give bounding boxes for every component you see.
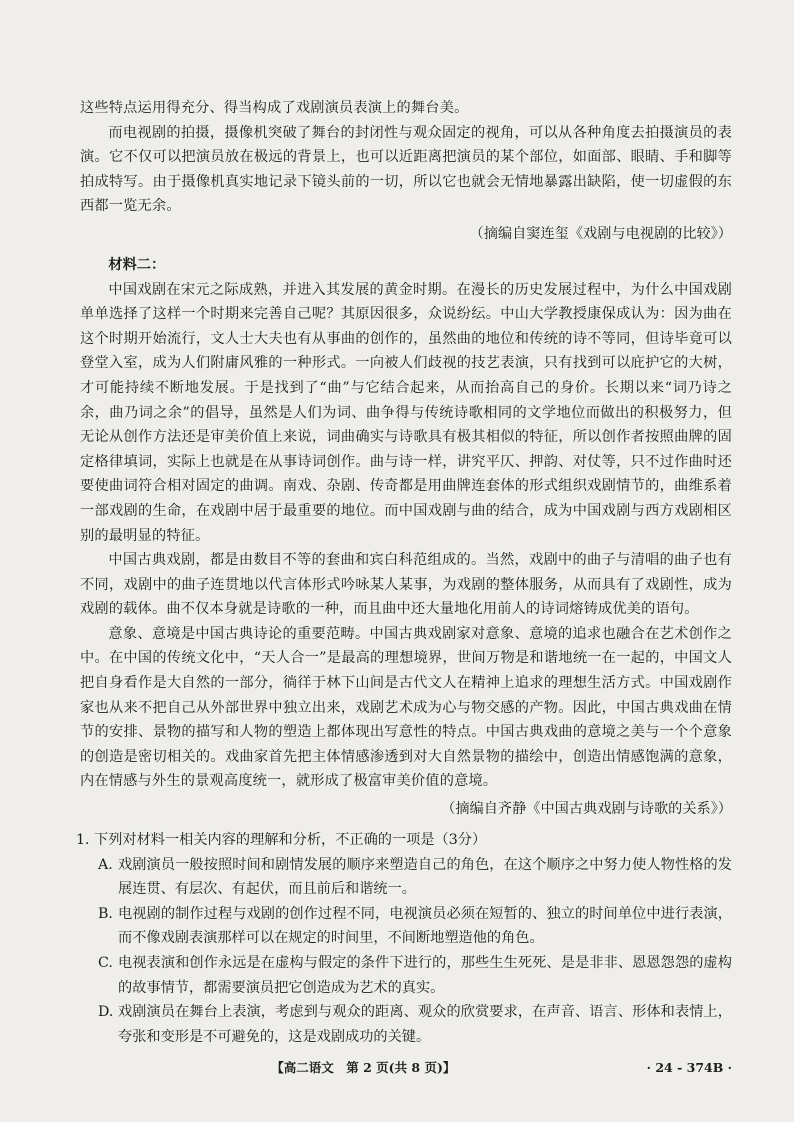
material-2-paragraph-2: 中国古典戏剧，都是由数目不等的套曲和宾白科范组成的。当然，戏剧中的曲子与清唱的曲子也有不同，戏剧中的曲子连贯地以代言体形式吟咏某人某事，为戏剧的整体服务，从而具有了戏剧性，成为戏剧的载体。曲不仅本身就是诗歌的一种，而且曲中还大量地化用前人的诗词熔铸成优美的语句。	[80, 552, 732, 618]
footer-page-info: 【高二语文 第 2 页(共 8 页)】	[271, 1060, 456, 1075]
option-b	[98, 902, 732, 951]
material-2-paragraph-1: 中国戏剧在宋元之际成熟，并进入其发展的黄金时期。在漫长的历史发展过程中，为什么中国戏剧单单选择了这样一个时期来完善自己呢？其原因很多，众说纷纭。中山大学教授康保成认为：因为曲在这个时期开始流行，文人士大夫也有从事曲的创作的，虽然曲的地位和传统的诗不等同，但诗毕竟可以登堂入室，成为人们附庸风雅的一种形式。一向被人们歧视的技艺表演，只有找到可以庇护它的大树，才可能持续不断地发展。于是找到了“曲”与它结合起来，从而抬高自己的身价。长期以来“词乃诗之余，曲乃词之余”的倡导，虽然是人们为词、曲争得与传统诗歌相同的文学地位而做出的积极努力，但无论从创作方法还是审美价值上来说，词曲确实与诗歌具有极其相似的特征，所以创作者按照曲牌的固定格律填词，实际上也就是在从事诗词创作。曲与诗一样，讲究平仄、押韵、对仗等，只不过作曲时还要使曲词符合相对固定的曲调。南戏、杂剧、传奇都是用曲牌连套体的形式组织戏剧情节的，曲维系着一部戏剧的生命，在戏剧中居于最重要的地位。而中国戏剧与曲的结合，成为中国戏剧与西方戏剧相区别的最明显的特征。	[80, 281, 732, 544]
option-text: 电视表演和创作永远是在虚构与假定的条件下进行的，那些生生死死、是是非非、恩恩怨怨的虚构的故事情节，都需要演员把它创造成为艺术的真实。	[118, 955, 732, 996]
continued-paragraph: 这些特点运用得充分、得当构成了戏剧演员表演上的舞台美。	[80, 100, 469, 116]
option-text: 戏剧演员一般按照时间和剧情发展的顺序来塑造自己的角色，在这个顺序之中努力使人物性格的发展连贯、有层次、有起伏，而且前后和谐统一。	[118, 856, 732, 898]
option-letter: C.	[98, 955, 113, 971]
question-1-stem: 1. 下列对材料一相关内容的理解和分析，不正确的一项是（3分）	[76, 832, 487, 849]
option-letter: D.	[98, 1004, 114, 1021]
source-citation-2: （摘编自齐静《中国古典戏剧与诗歌的关系》）	[441, 801, 732, 818]
option-letter: B.	[98, 905, 113, 922]
footer-exam-code: · 24 - 374B ·	[646, 1059, 732, 1075]
option-a	[98, 853, 732, 902]
page-footer	[80, 1058, 732, 1076]
option-text: 电视剧的制作过程与戏剧的创作过程不同，电视演员必须在短暂的、独立的时间单位中进行表演，而不像戏剧表演那样可以在规定的时间里，不间断地塑造他的角色。	[118, 905, 732, 947]
tv-paragraph: 而电视剧的拍摄，摄像机突破了舞台的封闭性与观众固定的视角，可以从各种角度去拍摄演员的表演。它不仅可以把演员放在极远的背景上，也可以近距离把演员的某个部位，如面部、眼睛、手和脚等拍成特写。由于摄像机真实地记录下镜头前的一切，所以它也就会无情地暴露出缺陷，使一切虚假的东西都一览无余。	[80, 124, 732, 215]
source-citation-1: （摘编自窦连玺《戏剧与电视剧的比较》）	[469, 225, 732, 242]
option-d	[98, 1000, 732, 1049]
option-text: 戏剧演员在舞台上表演，考虑到与观众的距离、观众的欣赏要求，在声音、语言、形体和表情上，夸张和变形是不可避免的，这是戏剧成功的关键。	[118, 1004, 732, 1045]
option-letter: A.	[98, 856, 113, 873]
material-2-paragraph-3: 意象、意境是中国古典诗论的重要范畴。中国古典戏剧家对意象、意境的追求也融合在艺术创作之中。在中国的传统文化中，“天人合一”是最高的理想境界，世间万物是和谐地统一在一起的，中国文人把自身看作是大自然的一部分，徜徉于林下山间是古代文人在精神上追求的理想生活方式。中国戏剧作家也从来不把自己从外部世界中独立出来，戏剧艺术成为心与物交感的产物。因此，中国古典戏曲在情节的安排、景物的描写和人物的塑造上都体现出写意性的特点。中国古典戏曲的意境之美与一个个意象的创造是密切相关的。戏曲家首先把主体情感渗透到对大自然景物的描绘中，创造出情感饱满的意象，内在情感与外生的景观高度统一，就形成了极富审美价值的意境。	[80, 625, 732, 790]
option-c	[98, 951, 732, 1000]
question-1-options	[98, 853, 732, 1050]
material-2-title: 材料二：	[108, 256, 166, 273]
